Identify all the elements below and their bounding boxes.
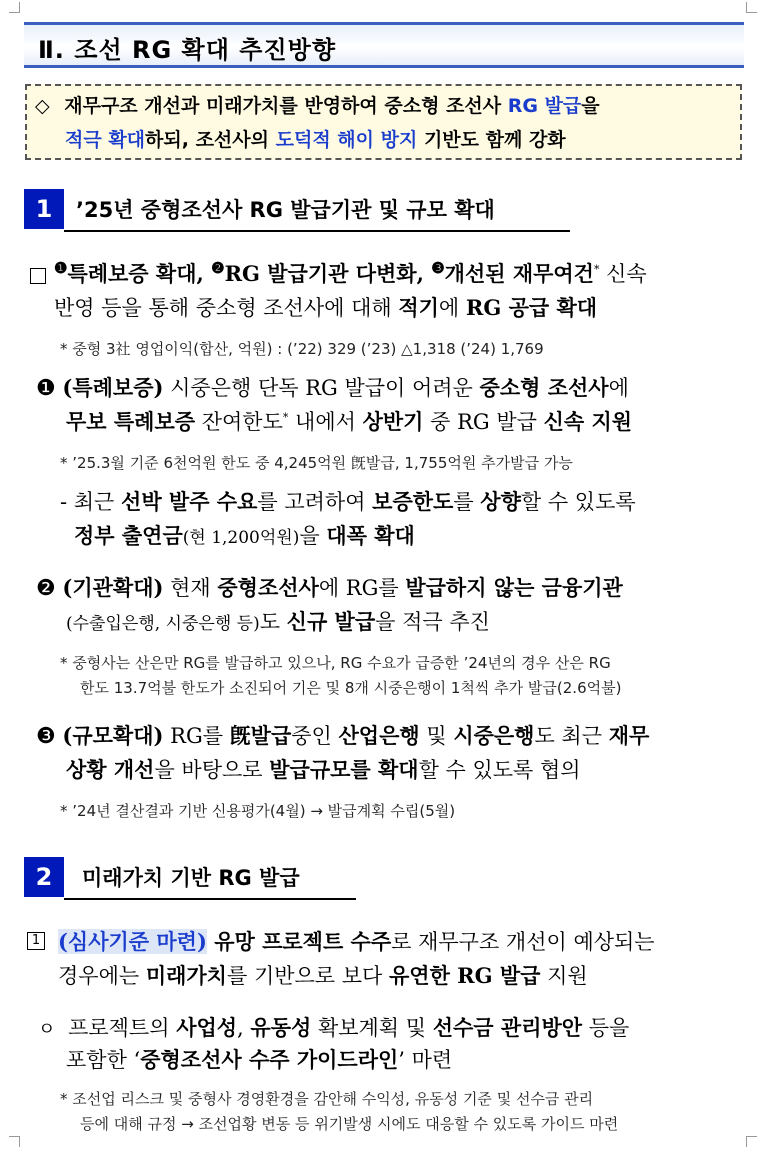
item-text: 확보계획 및 [311,1016,433,1040]
item-text: 발급규모를 확대 [269,757,419,782]
number-2-icon: ❷ [36,576,56,601]
summary-highlight: 적극 확대 [65,129,146,151]
item-text: 을 [299,524,327,548]
number-3-icon: ❸ [36,724,56,749]
item-text: 선박 발주 수요 [121,489,258,514]
footnote-limit: * ’25.3월 기준 6천억원 한도 중 4,245억원 旣발급, 1,755억원 추가발급 가능 [60,454,573,472]
item-1-line-1 [36,372,629,402]
item-text: 신규 발급 [286,609,376,634]
point-text: 경우에는 [58,964,146,988]
item-text: 보증한도 [372,489,454,514]
item-text: 중소형 조선사 [479,375,609,400]
item-text: 프로젝트의 [68,1016,177,1040]
item-2-line-2 [66,606,490,636]
footnote-credit-rating: * ’24년 결산결과 기반 신용평가(4월) → 발급계획 수립(5월) [60,802,456,820]
point-text: RG 발급기관 다변화, [224,261,432,286]
item-text: 에 RG를 [318,576,406,600]
item-text: 등을 [582,1016,630,1040]
item-text: 발급하지 않는 금융기관 [405,575,623,600]
item-3-line-1 [36,720,649,750]
footnote-mark: * [593,263,600,276]
item-label: (특례보증) [62,375,164,400]
point-text: 에 [438,296,466,320]
item-label: (규모확대) [62,723,164,748]
footnote-rg-demand-2: 한도 13.7억불 한도가 소진되어 기은 및 8개 시중은행이 1척씩 추가 발급(2.6억불) [80,679,622,697]
item-text: 무보 특례보증 [66,409,196,434]
point-text: 신속 [599,262,647,286]
item-text: 중 RG 발급 [423,410,544,434]
part-2-line-1 [58,926,655,956]
footnote-guideline-1: * 조선업 리스크 및 중형사 경영환경을 감안해 수익성, 유동성 기준 및 선수금 관리 [60,1090,594,1108]
item-text: 선수금 관리방안 [432,1015,583,1040]
item-text: 사업성 [176,1015,238,1040]
footnote-profit: * 중형 3社 영업이익(합산, 억원) : (’22) 329 (’23) △1,318 (’24) 1,769 [60,340,544,358]
crop-mark-top-right [746,2,757,13]
footnote-rg-demand-1: * 중형사는 산은만 RG를 발급하고 있으나, RG 수요가 급증한 ’24년의 경우 산은 RG [60,654,611,672]
item-text: - 최근 [60,490,122,514]
square-bullet-icon [30,268,46,284]
item-text: 현재 [163,576,218,600]
footnote-mark: * [282,411,289,424]
item-1-dash-line-2 [74,520,415,550]
point-text: 개선된 재무여건 [444,261,594,286]
diamond-bullet-icon: ◇ [35,95,50,117]
item-text: 할 수 있도록 [520,490,636,514]
item-text: ’ 마련 [398,1048,453,1072]
item-text: 산업은행 [338,723,420,748]
point-text: 지원 [540,964,588,988]
item-text: 를 [453,490,481,514]
summary-text: 재무구조 개선과 미래가치를 반영하여 중소형 조선사 [64,95,508,117]
item-text: 정부 출연금 [74,523,183,548]
item-text: 내에서 [288,410,363,434]
item-text: 상향 [480,489,521,514]
item-text: 을 바탕으로 [154,758,270,782]
item-text: 중형조선사 [217,575,319,600]
item-text: 를 고려하여 [257,490,373,514]
item-text: 시중은행 [453,723,535,748]
point-text: 를 기반으로 보다 [226,964,390,988]
crop-mark-bottom-left [9,1136,20,1147]
item-text: 상황 개선 [66,757,155,782]
item-text: 중인 [291,724,339,748]
part-title: 미래가치 기반 RG 발급 [64,862,356,900]
summary-highlight: RG 발급 [507,95,582,117]
summary-line-2 [65,123,566,157]
summary-text: 하되, 조선사의 [145,129,276,151]
point-text: 유망 프로젝트 수주 [206,929,392,954]
crop-mark-bottom-right [746,1136,757,1147]
item-text: 할 수 있도록 협의 [418,758,581,782]
section-header [24,22,744,68]
item-text: 유동성 [250,1015,312,1040]
item-text: 旣발급 [229,723,292,748]
circle-bullet-icon: ㅇ [38,1019,56,1040]
point-text: 특례보증 확대, [67,261,212,286]
point-text: RG 공급 확대 [465,295,598,320]
item-1-dash-line-1 [60,486,636,516]
summary-line-1 [35,89,600,123]
boxed-number-1-icon: 1 [27,932,45,950]
circle-item-line-1 [38,1012,629,1042]
circle-item-line-2 [66,1044,452,1074]
item-text: (수출입은행, 시중은행 등) [66,614,260,634]
item-text: 및 [419,724,454,748]
item-text: 에 [608,376,629,400]
point-text: 반영 등을 통해 중소형 조선사에 대해 [54,296,399,320]
number-1-icon: ❶ [36,376,56,401]
point-text: 미래가치 [145,963,227,988]
item-text: 대폭 확대 [326,523,415,548]
main-point-line-1 [54,258,647,288]
item-text: 신속 지원 [543,409,633,434]
item-text: 중형조선사 수주 가이드라인 [140,1047,399,1072]
number-3-icon: ❸ [431,259,445,277]
part-number-badge: 2 [24,857,64,897]
section-title: Ⅱ. 조선 RG 확대 추진방향 [38,36,336,64]
item-label: (기관확대) [62,575,164,600]
point-text: 적기 [398,295,439,320]
item-text: 을 적극 추진 [375,610,490,634]
main-point-line-2 [54,292,597,322]
item-text: 시중은행 단독 RG 발급이 어려운 [163,376,480,400]
item-3-line-2 [66,754,581,784]
summary-text: 을 [581,95,600,117]
item-text: , [237,1016,251,1040]
point-text: 유연한 RG 발급 [389,963,541,988]
summary-text: 기반도 함께 강화 [417,129,566,151]
footnote-guideline-2: 등에 대해 규정 → 조선업황 변동 등 위기발생 시에도 대응할 수 있도록 가이드 마련 [80,1115,619,1133]
item-text: 상반기 [362,409,424,434]
part-number-badge: 1 [24,189,64,229]
summary-highlight: 도덕적 해이 방지 [275,129,418,151]
item-text: 포함한 ‘ [66,1048,141,1072]
item-text: 재무 [608,723,650,748]
part-title: ’25년 중형조선사 RG 발급기관 및 규모 확대 [64,194,570,232]
item-text: (현 1,200억원) [182,528,300,548]
item-text: 도 최근 [534,724,609,748]
number-1-icon: ❶ [54,259,68,277]
item-1-line-2 [66,406,632,436]
item-text: RG를 [163,724,230,748]
crop-mark-top-left [9,2,20,13]
item-2-line-1 [36,572,623,602]
criteria-label: (심사기준 마련) [58,929,207,954]
item-text: 도 [259,610,287,634]
item-text: 잔여한도 [195,410,283,434]
summary-box [25,84,742,160]
point-text: 로 재무구조 개선이 예상되는 [391,930,655,954]
part-2-line-2 [58,960,588,990]
number-2-icon: ❷ [211,259,225,277]
